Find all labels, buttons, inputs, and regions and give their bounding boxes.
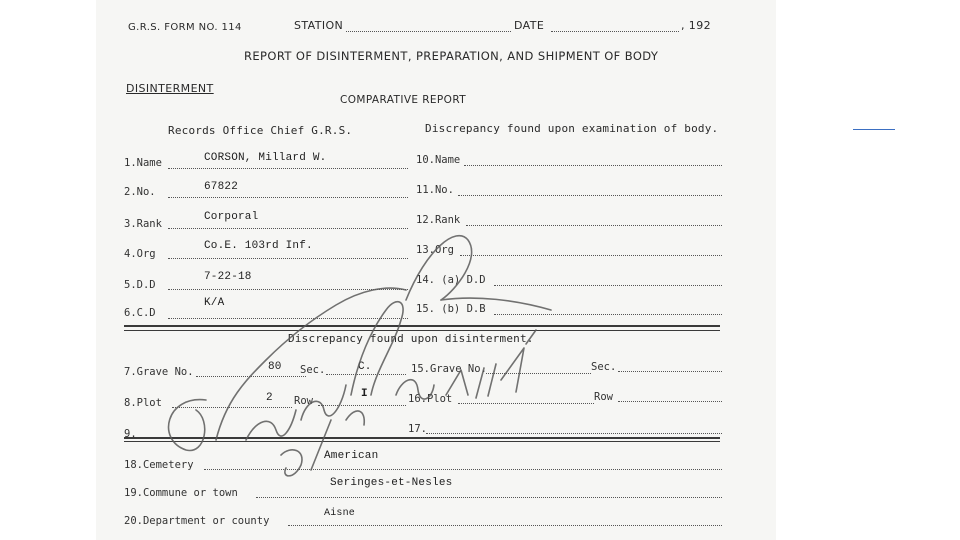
cemetery-label: 18.Cemetery	[124, 459, 194, 471]
grave-no-label: 7.Grave No.	[124, 366, 194, 378]
divider-top-2	[124, 330, 720, 331]
plot-line	[172, 407, 292, 408]
field-value-dd: 7-22-18	[204, 271, 252, 283]
sec-r-label: Sec.	[591, 361, 617, 373]
line-9-label: 9.	[124, 428, 137, 440]
grave-no-value: 80	[268, 361, 282, 373]
row-r-label: Row	[594, 391, 613, 403]
field-label-r-db: 15. (b) D.B	[416, 303, 486, 315]
field-label-r-no: 11.No.	[416, 184, 454, 196]
comparative-report-title: COMPARATIVE REPORT	[340, 94, 467, 106]
field-label-name: 1.Name	[124, 157, 162, 169]
records-office-header: Records Office Chief G.R.S.	[168, 124, 353, 137]
grave-no-r-label: 15.Grave No.	[411, 363, 487, 375]
station-label: STATION	[294, 19, 344, 32]
plot-label: 8.Plot	[124, 397, 162, 409]
field-value-name: CORSON, Millard W.	[204, 152, 327, 164]
line-r-rank	[466, 225, 722, 226]
plot-r-label: 16.Plot	[408, 393, 453, 405]
department-value: Aisne	[324, 508, 356, 519]
line-r-name	[464, 165, 722, 166]
sec-label: Sec.	[300, 364, 326, 376]
field-value-no: 67822	[204, 181, 239, 193]
date-label: DATE	[514, 19, 545, 32]
discrepancy-disinterment-header: Discrepancy found upon disinterment.	[288, 332, 534, 345]
field-label-r-rank: 12.Rank	[416, 214, 461, 226]
commune-line	[256, 497, 722, 498]
divider-bottom-2	[124, 441, 720, 442]
commune-label: 19.Commune or town	[124, 487, 238, 499]
line-r-db	[494, 314, 722, 315]
line-dd	[168, 289, 408, 290]
field-value-rank: Corporal	[204, 211, 259, 223]
row-r-line	[618, 401, 722, 402]
plot-r-line	[458, 403, 594, 404]
sec-line	[326, 374, 406, 375]
field-label-cd: 6.C.D	[124, 307, 156, 319]
grave-no-r-line	[486, 373, 591, 374]
section-title: DISINTERMENT	[126, 82, 214, 95]
form-number: G.R.S. FORM NO. 114	[128, 22, 242, 33]
divider-top	[124, 325, 720, 327]
line-17-label: 17.	[408, 423, 427, 435]
department-line	[288, 525, 722, 526]
field-label-r-org: 13.Org	[416, 244, 454, 256]
plot-value: 2	[266, 392, 273, 404]
divider-bottom	[124, 437, 720, 439]
line-r-dd	[494, 285, 722, 286]
field-label-rank: 3.Rank	[124, 218, 162, 230]
handwritten-signature	[96, 0, 776, 540]
line-17	[426, 433, 722, 434]
sec-value: C.	[358, 361, 372, 373]
cemetery-value: American	[324, 450, 379, 462]
grave-no-line	[196, 376, 306, 377]
cemetery-line	[204, 469, 722, 470]
station-line	[346, 31, 511, 32]
line-no	[168, 197, 408, 198]
line-org	[168, 258, 408, 259]
field-label-r-name: 10.Name	[416, 154, 461, 166]
scanned-form	[96, 0, 776, 540]
line-r-org	[460, 255, 722, 256]
commune-value: Seringes-et-Nesles	[330, 477, 453, 489]
field-value-org: Co.E. 103rd Inf.	[204, 240, 313, 252]
form-title: REPORT OF DISINTERMENT, PREPARATION, AND SHIPMENT OF BODY	[244, 49, 659, 63]
row-line	[318, 405, 406, 406]
row-label: Row	[294, 395, 313, 407]
line-name	[168, 168, 408, 169]
sec-r-line	[618, 371, 722, 372]
year-label: , 192	[681, 19, 711, 32]
field-label-org: 4.Org	[124, 248, 156, 260]
row-value: I	[361, 388, 368, 400]
department-label: 20.Department or county	[124, 515, 270, 527]
date-line	[551, 31, 679, 32]
line-r-no	[458, 195, 722, 196]
field-label-dd: 5.D.D	[124, 279, 156, 291]
field-label-no: 2.No.	[124, 186, 156, 198]
discrepancy-body-header: Discrepancy found upon examination of body.	[425, 122, 719, 135]
line-cd	[168, 318, 408, 319]
field-value-cd: K/A	[204, 297, 225, 309]
slide-accent-line	[853, 129, 895, 130]
line-rank	[168, 228, 408, 229]
field-label-r-dd: 14. (a) D.D	[416, 274, 486, 286]
